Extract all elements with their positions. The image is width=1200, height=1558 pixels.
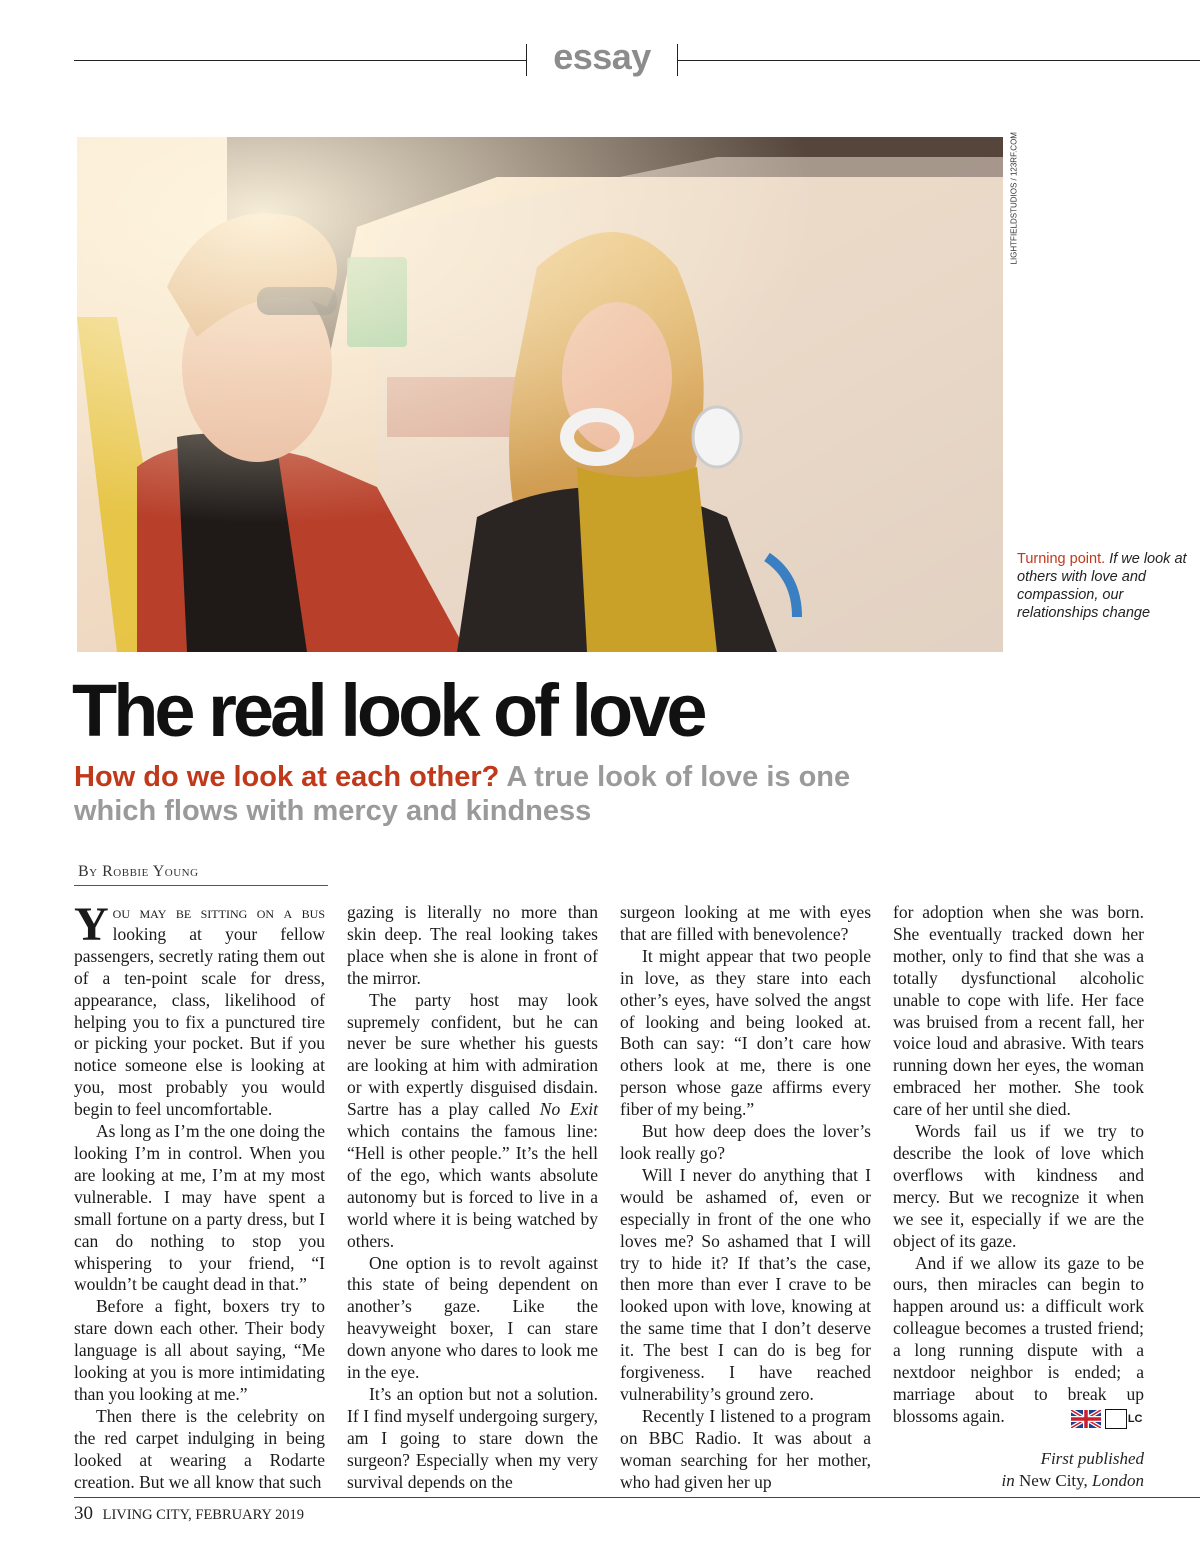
paragraph: It’s an option but not a solution. If I find myself undergoing surgery, am I going to stare down the surgeon? Especially when my very survival depends on the — [347, 1383, 598, 1492]
deck-statement: A true look of love is one which flows with mercy and kindness — [74, 761, 851, 827]
paragraph: You may be sitting on a bus looking at your fellow passengers, secretly rating them out of a ten-point scale for dress, appearance, class, likelihood of helping you to fix a punctured tire or picking your pocket. But if you notice someone else is looking at you, most probably you would begin to feel uncomfortable. — [74, 898, 325, 1120]
paragraph: Then there is the celebrity on the red carpet indulging in being looked at wearing a Rodarte creation. But we all know that such — [74, 1405, 325, 1492]
paragraph: The party host may look supremely confident, but he can never be sure whether his guests are looking at him with admiration or with expertly disguised disdain. Sartre has a play called No Exit which contains the famous line: “Hell is other people.” It’s the hell of the ego, which wants absolute autonomy but is forced to live in a world where it is being watched by others. — [347, 989, 598, 1251]
paragraph: Will I never do anything that I would be ashamed of, even or especially in front of the one who loves me? So ashamed that I will try to hide it? If that’s the case, then more than ever I crave to be looked upon with love, knowing at the same time that I don’t deserve it. The best I can do is beg for forgiveness. I have reached vulnerability’s ground zero. — [620, 1164, 871, 1404]
byline: By Robbie Young — [78, 863, 199, 880]
uk-flag-icon — [1071, 1410, 1101, 1428]
publication-name: LIVING CITY, FEBRUARY 2019 — [102, 1507, 305, 1523]
page-number: 30 — [74, 1503, 93, 1524]
header-rule-right — [678, 60, 1200, 61]
first-published-note: First published in New City, London — [1001, 1449, 1144, 1490]
paragraph: Words fail us if we try to describe the look of love which overflows with kindness and mercy. But we recognize it when we see it, especially if we are the object of its gaze. — [893, 1121, 1144, 1251]
dropcap: Y — [74, 898, 109, 951]
paragraph: gazing is literally no more than skin deep. The real looking takes place when she is alone in front of the mirror. — [347, 902, 598, 988]
article-photo — [77, 137, 1003, 652]
deck-question: How do we look at each other? — [74, 761, 500, 793]
end-mark — [1049, 1407, 1143, 1429]
paragraph: One option is to revolt against this state of being dependent on another’s gaze. Like the heavyweight boxer, I can stare down anyone who dares to look me in the eye. — [347, 1252, 598, 1383]
article-column-3 — [620, 902, 871, 1493]
headline: The real look of love — [72, 669, 704, 752]
section-label: essay — [553, 36, 651, 77]
paragraph: It might appear that two people in love, as they stare into each other’s eyes, have solved the angst of looking and being looked at. Both can say: “I don’t care how others look at me, there is one person whose gaze affirms every fiber of my being.” — [620, 945, 871, 1120]
article-column-2 — [347, 902, 598, 1493]
paragraph: Recently I listened to a program on BBC Radio. It was about a woman searching for her mother, who had given her up — [620, 1405, 871, 1492]
paragraph: As long as I’m the one doing the looking I’m in control. When you are looking at me, I’m at my most vulnerable. I may have spent a small fortune on a party dress, but I can do nothing to stop you whispering to your friend, “I wouldn’t be caught dead in that.” — [74, 1121, 325, 1295]
header-rule-left — [74, 60, 526, 61]
page-footer — [74, 1503, 304, 1525]
paragraph: Before a fight, boxers try to stare down each other. Their body language is all about saying, “Me looking at you is more intimidating than you looking at me.” — [74, 1296, 325, 1404]
caption-lead: Turning point. — [1017, 551, 1106, 567]
paragraph: for adoption when she was born. She eventually tracked down her mother, only to find that she was a totally dysfunctional alcoholic unable to cope with life. Her face was bruised from a recent fall, her voice loud and abrasive. With tears running down her eyes, the woman embraced her mother. She took care of her until she died. — [893, 902, 1144, 1120]
article-column-1 — [74, 898, 325, 1493]
caption-body: If we look at others with love and compassion, our relationships change — [1017, 551, 1187, 621]
header-tick-left — [526, 44, 527, 76]
photo-caption — [1017, 550, 1192, 622]
byline-rule — [74, 885, 328, 886]
deck — [74, 760, 874, 828]
paragraph: But how deep does the lover’s look really go? — [620, 1121, 871, 1163]
photo-credit: LIGHTFIELDSTUDIOS / 123RF.COM — [1009, 132, 1019, 265]
article-column-4 — [893, 902, 1144, 1429]
footer-rule — [74, 1497, 1200, 1498]
paragraph: And if we allow its gaze to be ours, then miracles can begin to happen around us: a difficult work colleague becomes a trusted friend; a long running dispute with a nextdoor neighbor is ended; a marriage about to break up blossoms again. LC — [893, 1253, 1144, 1429]
lc-logo: LC — [1105, 1409, 1127, 1429]
paragraph: surgeon looking at me with eyes that are filled with benevolence? — [620, 902, 871, 944]
